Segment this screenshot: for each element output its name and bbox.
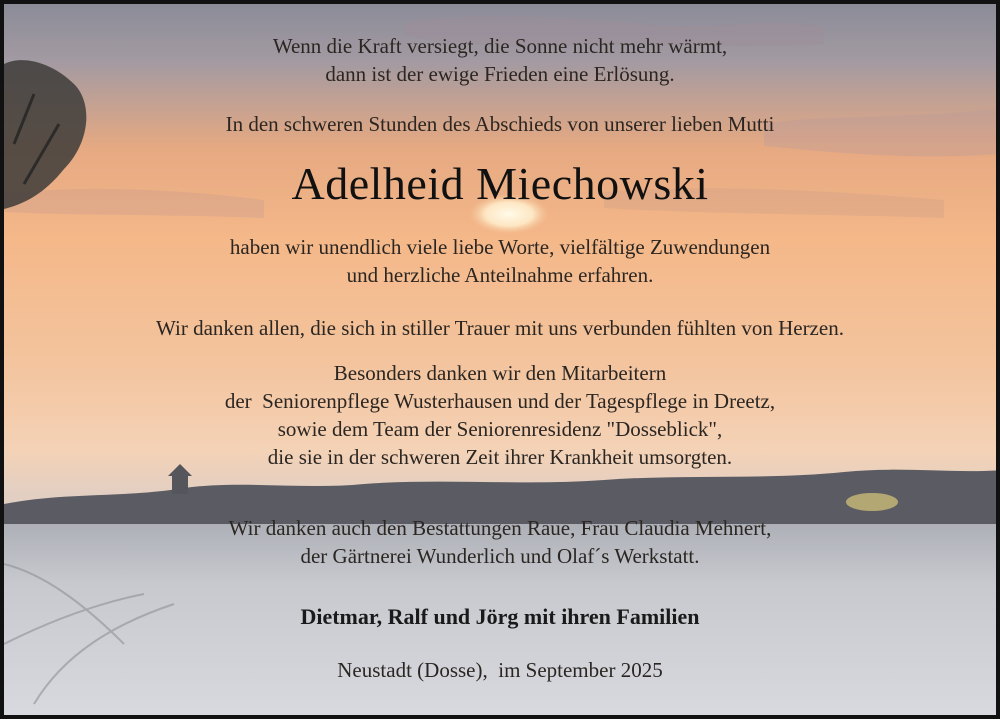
thanks-services-text bbox=[4, 514, 996, 570]
family-signature: Dietmar, Ralf und Jörg mit ihren Familien bbox=[300, 604, 700, 629]
verse-line-1: Wenn die Kraft versiegt, die Sonne nicht mehr wärmt, bbox=[272, 34, 728, 58]
intro-text: In den schweren Stunden des Abschieds von unserer lieben Mutti bbox=[225, 112, 775, 136]
thanks-staff-line-1: Besonders danken wir den Mitarbeitern bbox=[333, 361, 667, 385]
received-text bbox=[4, 233, 996, 289]
thanks-all-text: Wir danken allen, die sich in stiller Trauer mit uns verbunden fühlten von Herzen. bbox=[156, 316, 844, 340]
verse bbox=[4, 32, 996, 88]
received-line-1: haben wir unendlich viele liebe Worte, vielfältige Zuwendungen bbox=[229, 235, 771, 259]
thanks-services-line-2: der Gärtnerei Wunderlich und Olaf´s Werkstatt. bbox=[300, 544, 700, 568]
deceased-name: Adelheid Miechowski bbox=[291, 158, 709, 209]
thanks-staff-line-3: sowie dem Team der Seniorenresidenz "Dosseblick", bbox=[277, 417, 723, 441]
thanks-staff-line-4: die sie in der schweren Zeit ihrer Krankheit umsorgten. bbox=[267, 445, 733, 469]
thanks-staff-text bbox=[4, 359, 996, 471]
thanks-staff-line-2: der Seniorenpflege Wusterhausen und der Tagespflege in Dreetz, bbox=[224, 389, 776, 413]
verse-line-2: dann ist der ewige Frieden eine Erlösung. bbox=[325, 62, 675, 86]
place-date: Neustadt (Dosse), im September 2025 bbox=[337, 658, 663, 682]
thanks-services-line-1: Wir danken auch den Bestattungen Raue, Frau Claudia Mehnert, bbox=[228, 516, 772, 540]
received-line-2: und herzliche Anteilnahme erfahren. bbox=[346, 263, 654, 287]
